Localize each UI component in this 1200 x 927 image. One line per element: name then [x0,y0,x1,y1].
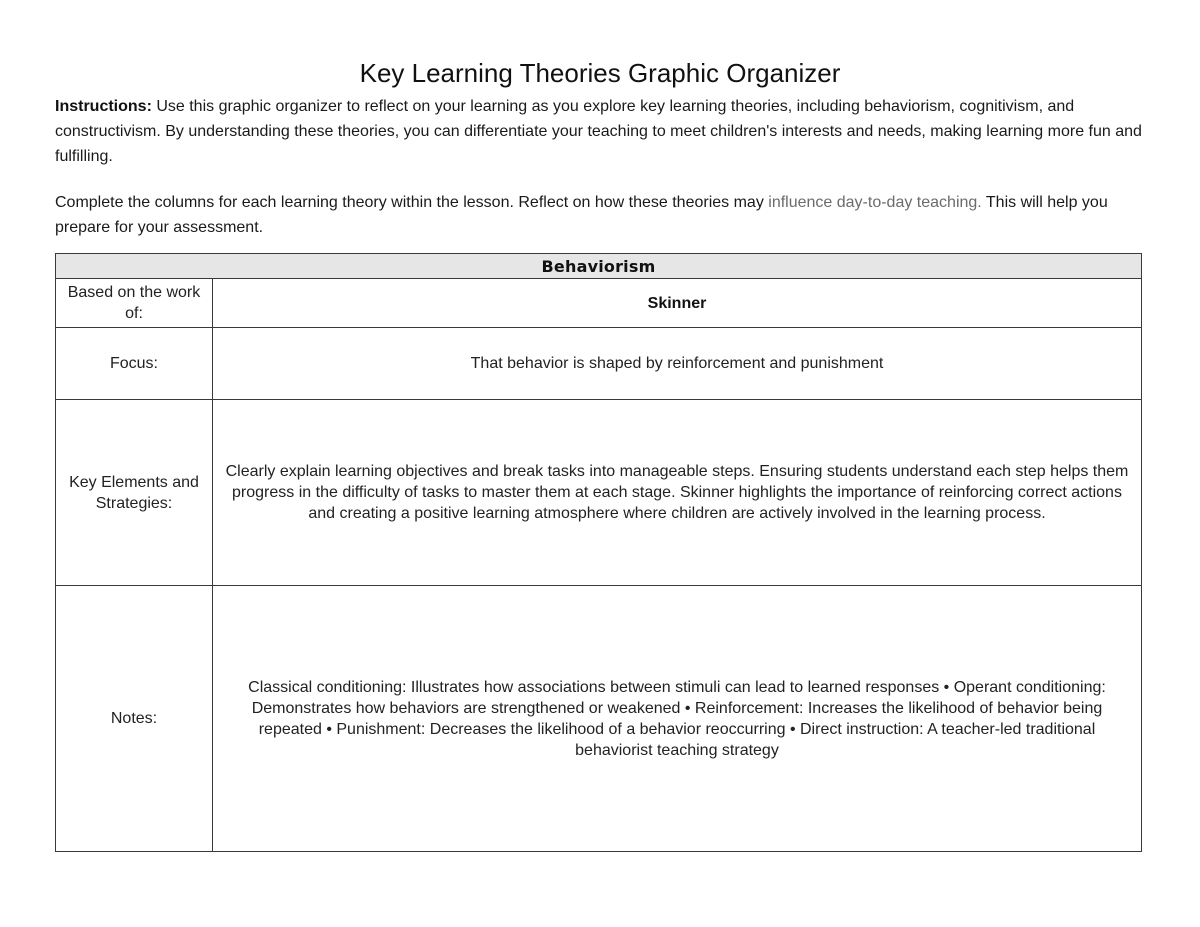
table-row [56,279,1142,328]
complete-text-a: Complete the columns for each learning theory within the lesson. Reflect on how these theories may [55,194,769,211]
page-title: Key Learning Theories Graphic Organizer [359,58,841,88]
behaviorism-table [55,253,1142,852]
row-label-focus: Focus: [56,328,213,400]
row-label-key-elements: Key Elements and Strategies: [56,400,213,586]
table-row [56,586,1142,852]
table-row [56,328,1142,400]
row-label-based-on: Based on the work of: [56,279,213,328]
complete-text-highlight: influence day-to-day teaching. [768,194,982,211]
row-value-theorist: Skinner [213,279,1142,328]
table-header-behaviorism: Behaviorism [56,254,1142,279]
row-value-key-elements: Clearly explain learning objectives and break tasks into manageable steps. Ensuring students understand each step helps them progress in the difficulty of tasks to master them at each stage. Skinner highlights the importance of reinforcing correct actions and creating a positive learning atmosphere where children are actively involved in the learning process. [213,400,1142,586]
table-row [56,400,1142,586]
instructions-label: Instructions: [55,98,152,115]
instructions-paragraph [55,94,1145,169]
row-value-focus: That behavior is shaped by reinforcement and punishment [213,328,1142,400]
row-label-notes: Notes: [56,586,213,852]
instructions-text: Use this graphic organizer to reflect on your learning as you explore key learning theories, including behaviorism, cognitivism, and constructivism. By understanding these theories, you can differentiate your teaching to meet children's interests and needs, making learning more fun and fulfilling. [55,98,1142,165]
complete-text-b: This will help you prepare for your assessment. [55,194,1108,236]
table-header-row [56,254,1142,279]
complete-paragraph [55,190,1145,240]
row-value-notes: Classical conditioning: Illustrates how associations between stimuli can lead to learned responses • Operant conditioning: Demonstrates how behaviors are strengthened or weakened • Reinforcement: Increases the likelihood of behavior being repeated • Punishment: Decreases the likelihood of a behavior reoccurring • Direct instruction: A teacher-led traditional behaviorist teaching strategy [213,586,1142,852]
